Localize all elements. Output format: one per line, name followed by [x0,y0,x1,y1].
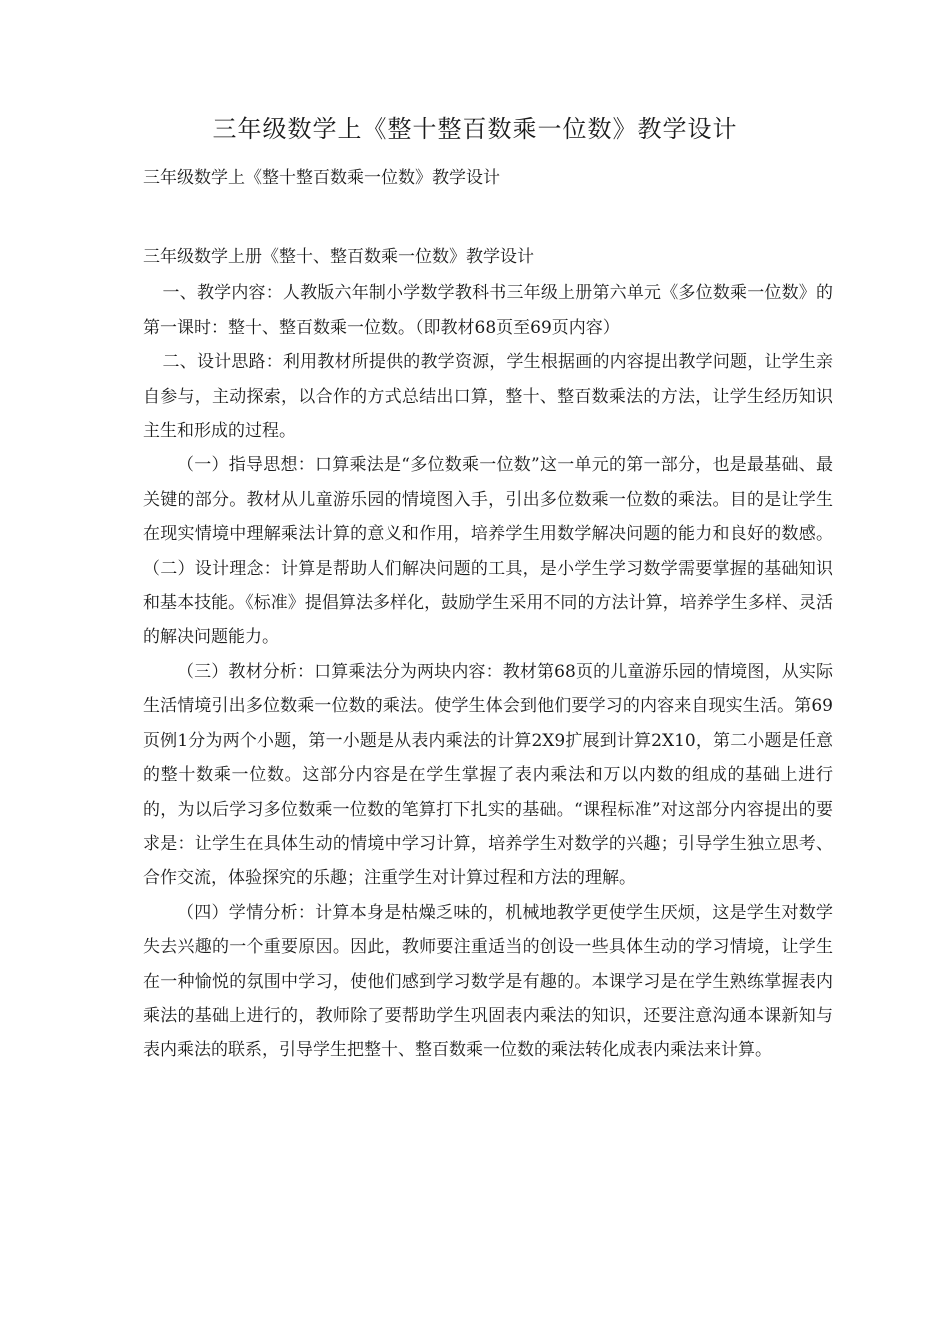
paragraph-design-idea: 二、设计思路：利用教材所提供的教学资源，学生根据画的内容提出教学问题，让学生亲自参与，主动探索，以合作的方式总结出口算，整十、整百数乘法的方法，让学生经历知识主生和形成的过程。 [143,352,833,442]
paragraph-guiding-thought: （一）指导思想：口算乘法是“多位数乘一位数”这一单元的第一部分，也是最基础、最关键的部分。教材从儿童游乐园的情境图入手，引出多位数乘一位数的乘法。目的是让学生在现实情境中理解乘法计算的意义和作用，培养学生用数学解决问题的能力和良好的数感。（二）设计理念：计算是帮助人们解决问题的工具，是小学生学习数学需要掌握的基础知识和基本技能。《标准》提倡算法多样化，鼓励学生采用不同的方法计算，培养学生多样、灵活的解决问题能力。 [143,455,833,648]
document-subtitle: 三年级数学上《整十整百数乘一位数》教学设计 [143,168,500,188]
paragraph-teaching-content: 一、教学内容：人教版六年制小学数学教科书三年级上册第六单元《多位数乘一位数》的第一课时：整十、整百数乘一位数。（即教材68页至69页内容） [143,283,833,338]
paragraph-student-analysis: （四）学情分析：计算本身是枯燥乏味的，机械地教学更使学生厌烦，这是学生对数学失去兴趣的一个重要原因。因此，教师要注重适当的创设一些具体生动的学习情境，让学生在一种愉悦的氛围中学习，使他们感到学习数学是有趣的。本课学习是在学生熟练掌握表内乘法的基础上进行的，教师除了要帮助学生巩固表内乘法的知识，还要注意沟通本课新知与表内乘法的联系，引导学生把整十、整百数乘一位数的乘法转化成表内乘法来计算。 [143,902,833,1061]
document-body [143,240,833,1068]
document-title: 三年级数学上《整十整百数乘一位数》教学设计 [212,115,738,143]
paragraph-material-analysis: （三）教材分析：口算乘法分为两块内容：教材第68页的儿童游乐园的情境图，从实际生活情境引出多位数乘一位数的乘法。使学生体会到他们要学习的内容来自现实生活。第69页例1分为两个小题，第一小题是从表内乘法的计算2X9扩展到计算2X10，第二小题是任意的整十数乘一位数。这部分内容是在学生掌握了表内乘法和万以内数的组成的基础上进行的，为以后学习多位数乘一位数的笔算打下扎实的基础。“课程标准”对这部分内容提出的要求是：让学生在具体生动的情境中学习计算，培养学生对数学的兴趣；引导学生独立思考、合作交流，体验探究的乐趣；注重学生对计算过程和方法的理解。 [143,661,833,889]
section-heading: 三年级数学上册《整十、整百数乘一位数》教学设计 [143,247,534,267]
